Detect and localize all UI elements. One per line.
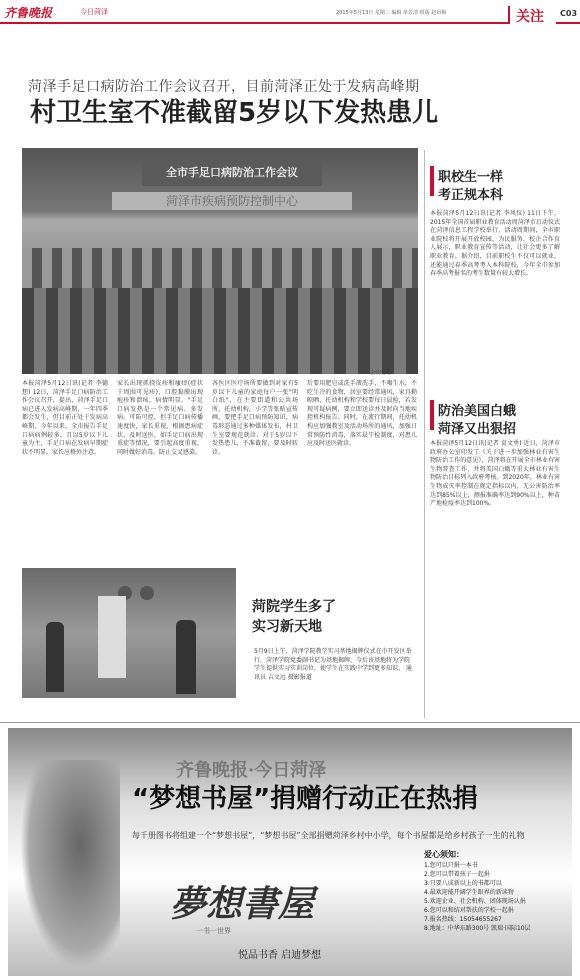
side2-body: 本报菏泽5月12日讯(记者 袁文勇) 近日，菏泽市政府办公室印发了《关于进一步加强林业有害生物防治工作的意见》，菏泽将在开展全市林业有害生物普查工作，并将美国白蛾等重大林业有害生物防治目标列入政府考核。到2020年，林业有害生物成灾率控制在规定指标以内，无公害防治率达到85%以上，测报准确率达到90%以上，种苗产地检疫率达到100%。: [430, 440, 560, 508]
list-item: 6.您可以和结对帮扶的学校一起捐: [424, 907, 514, 914]
list-item: 7.报名热线：15054655267: [424, 916, 502, 923]
donation-notes: [424, 850, 560, 933]
page-header: [0, 0, 580, 24]
story2-title: 菏院学生多了 实习新天地: [252, 599, 336, 635]
lead-column-1: 本报菏泽5月12日讯(记者 李德想) 12日，菏泽手足口病防治工作会议召开，提出，菏泽手足口病已进入发病高峰期，一年四季都会发生，但目前正处于发病高峰期，今年以来，全市报告手足口病病例较多，且以5岁以下儿童为主，手足口病在发病早期症状不明显，家长应格外注意。: [22, 380, 108, 456]
lead-column-2: 家长出现抓挠皮疹和瘙痒(症状于周围可见疹)，口腔黏膜出现疱疹和溃疡，病情明显。"手足口病发热是一个常见病、多发病，可防可控，但手足口病传播速度快，家长重视，根据患病症状，及时送医，如手足口病出现重症等情况，要引起高度重视，同时做好消毒，防止交叉感染。: [117, 380, 203, 456]
internship-photo: [22, 568, 236, 698]
base-plaque: [98, 596, 126, 678]
page-number: C03: [560, 9, 578, 18]
photo-wall-text: 菏泽市疾病预防控制中心: [112, 192, 352, 210]
ad-small-text: 一书一世界: [196, 927, 231, 935]
meeting-photo: [22, 148, 418, 374]
lead-kicker: 菏泽手足口病防治工作会议召开，目前菏泽正处于发病高峰期: [28, 79, 420, 95]
photo-caption: 会议现场。: [370, 370, 396, 376]
list-item: 5.欢迎企业、社会机构、团体现场认捐: [424, 898, 526, 905]
list-item: 1.您可以只捐一本书: [424, 862, 478, 869]
section-label: 关注: [508, 6, 556, 24]
column-divider: [424, 150, 425, 718]
side1-title-2: 考正规本科: [438, 188, 504, 203]
photo-banner: 全市手足口病防治工作会议: [142, 160, 322, 186]
ad-slogan: 悦品书香 启迪梦想: [238, 950, 322, 961]
child-illustration: [20, 760, 120, 970]
ad-top-title: 齐鲁晚报·今日菏泽: [176, 760, 327, 781]
edition-label: 今日菏泽: [80, 8, 108, 16]
list-item: 4.最欢迎能开阔学生眼界的新读物: [424, 889, 514, 896]
lantern-icon: [140, 586, 154, 600]
list-item: 3.只要八成新以上的书都可以: [424, 880, 502, 887]
lead-column-3: 各医区医疗场所要做到对家有5岁以下儿童的家庭每户一张"明白纸"，在主要街道和公共场所，托幼机构，小学等张贴宣传画，要把手足口病预防知识，病毒形态通过多种媒体发布，村卫生室要规范就诊，对于5岁以下发热患儿，不准截留，要及时转诊。: [212, 380, 298, 456]
lead-column-4: 后要用肥皂或洗手液洗手，不喝生水，不吃生冷的食物，居室要经常通风，家具勤晾晒，托幼机构和学校要每日晨检，若发现可疑病例，要立即送诊并及时向当地疾控机构报告。同时，在流行期间，托幼机构应加强教室及活动场所的通风，加强日常预防性消毒，落实晨午检制度，对患儿应及时送医就诊。: [307, 380, 417, 448]
list-item: 8.地址：中华东路300号 凯瑞·国际10层: [424, 925, 531, 932]
story2-body: 5月9日上午，菏泽学院教学实习基地揭牌仪式在市开发区举行，菏泽学院党委副书记为基地揭牌，今后该基地将为学院学生提供实习实训岗位，使学生在实践中学到更多知识。 通讯员 吉文远 摄影报道: [254, 648, 412, 681]
list-item: 2.您可以带着孩子一起捐: [424, 871, 490, 878]
side1-body: 本报菏泽5月12日讯(记者 李凤仪) 11日下午，2015年全国首届职业教育活动周菏泽市启动仪式在菏泽信息工程学校举行，活动周期间，全市职业院校将开展开放校园，为民服务，校企合作育人展示，职业教育宣传等活动，让社会更多了解职业教育。据介绍，目前职校生不仅可以就业，还能通过春季高考考入本科院校，今年全市参加春季高考报名的考生数量有较大增长。: [430, 210, 560, 278]
ad-subtitle: 每千册图书将组建一个“梦想书屋”，“梦想书屋”全部捐赠菏泽乡村中小学，每个书屋都是给乡村孩子一生的礼物: [132, 831, 525, 840]
side2-title-1: 防治美国白蛾: [438, 404, 517, 419]
ad-title: “梦想书屋”捐赠行动正在热捐: [132, 784, 479, 814]
masthead: 齐鲁晚报: [4, 6, 53, 20]
ad-calligraphy: 夢想書屋: [170, 883, 315, 925]
date-line: 2015年5月13日 星期三 编辑 单芳清 组版 赵昂梅: [336, 10, 447, 16]
side1-title-1: 职校生一样: [438, 170, 504, 185]
lead-headline: 村卫生室不准截留5岁以下发热患儿: [30, 98, 439, 128]
side2-title-2: 菏泽又出狠招: [438, 422, 517, 437]
notes-title: 爱心须知：: [424, 850, 464, 859]
